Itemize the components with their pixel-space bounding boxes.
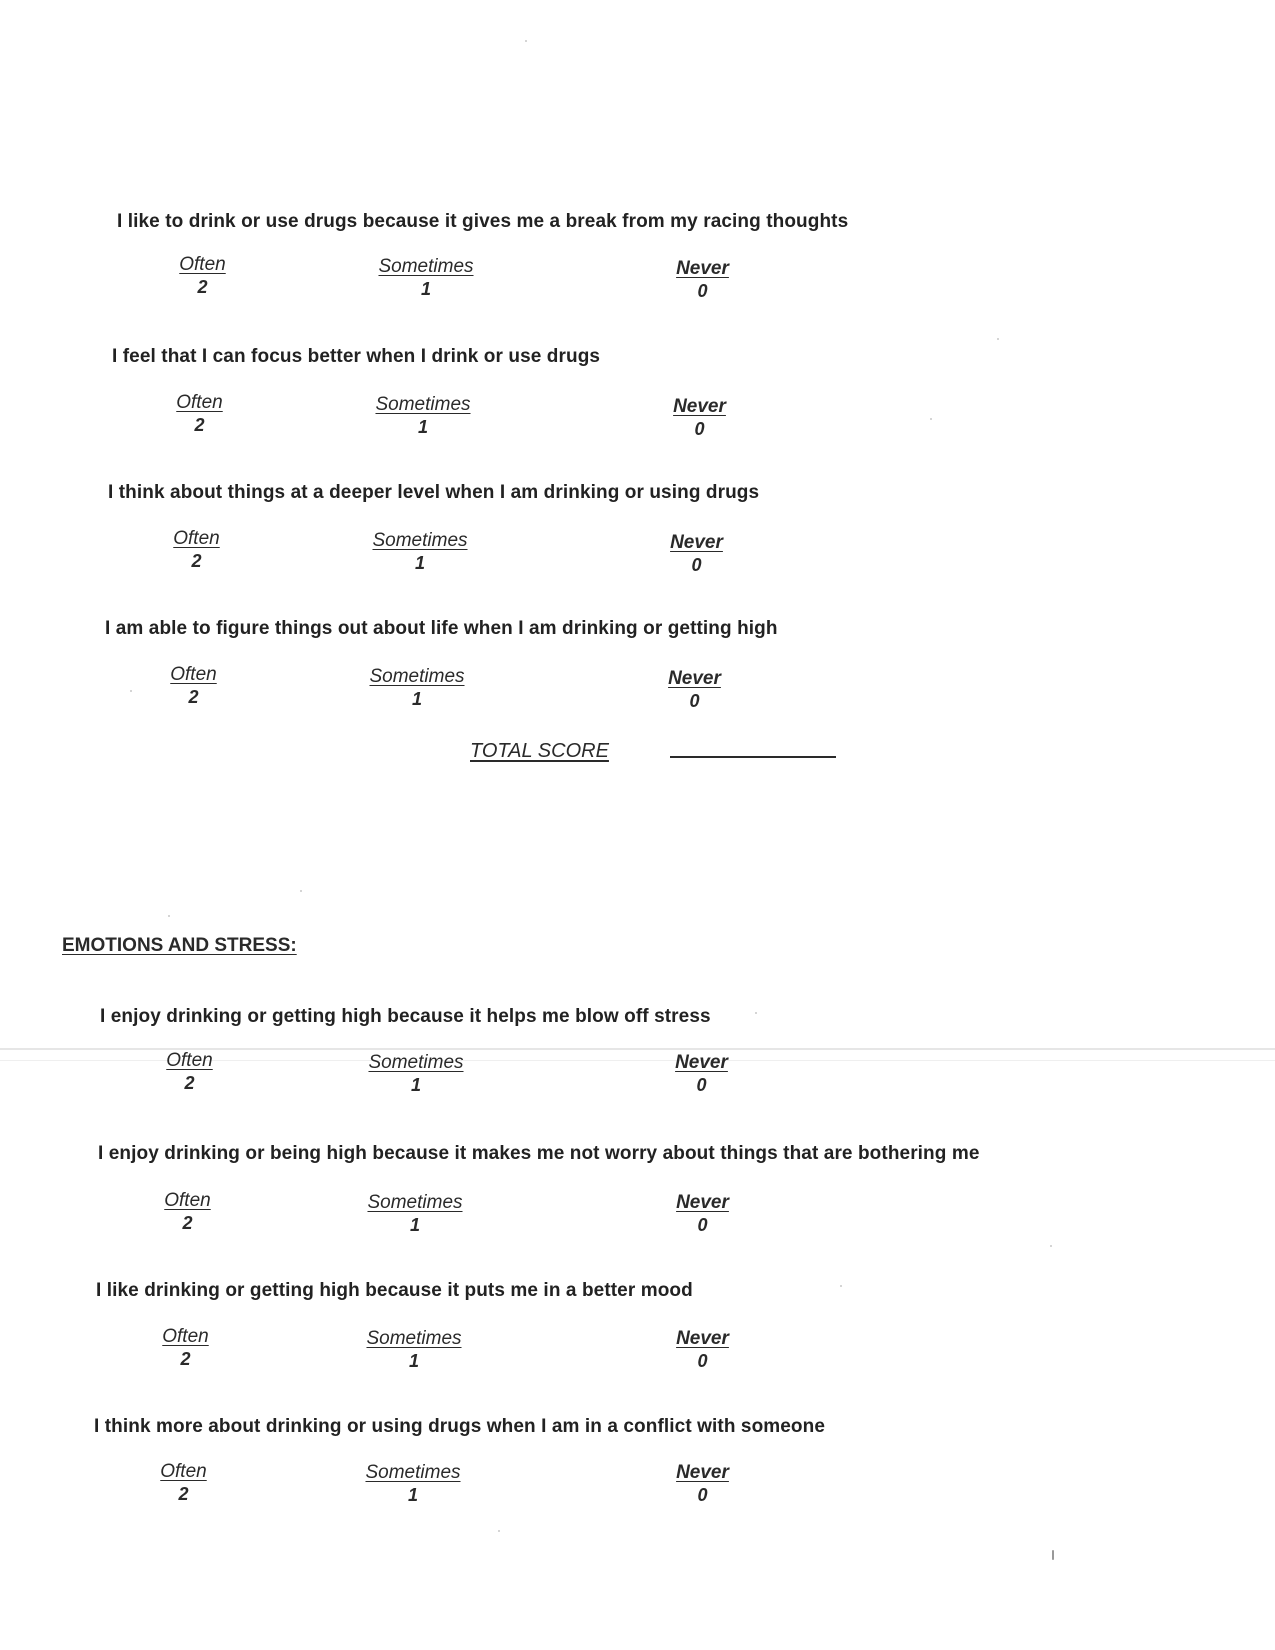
option-value: 0 xyxy=(697,1351,708,1371)
option-often[interactable] xyxy=(152,1050,227,1094)
option-label: Sometimes xyxy=(367,1192,463,1213)
question-text: I enjoy drinking or getting high because it helps me blow off stress xyxy=(100,1006,711,1027)
option-label: Sometimes xyxy=(375,394,471,415)
question-text: I think more about drinking or using drugs when I am in a conflict with someone xyxy=(94,1416,826,1437)
option-value: 2 xyxy=(180,1349,191,1369)
option-value: 2 xyxy=(197,277,208,297)
option-value: 0 xyxy=(694,419,705,439)
option-sometimes[interactable] xyxy=(354,1328,474,1372)
option-label: Sometimes xyxy=(378,256,474,277)
speck xyxy=(755,1012,757,1014)
option-label: Sometimes xyxy=(365,1462,461,1483)
option-label: Never xyxy=(676,258,729,279)
option-label: Never xyxy=(675,1052,728,1073)
option-label: Sometimes xyxy=(372,530,468,551)
speck xyxy=(997,338,999,340)
option-label: Often xyxy=(160,1461,207,1482)
option-never[interactable] xyxy=(665,258,740,302)
option-label: Often xyxy=(166,1050,213,1071)
option-value: 2 xyxy=(194,415,205,435)
option-label: Often xyxy=(162,1326,209,1347)
speck xyxy=(168,915,170,917)
speck xyxy=(1050,1245,1052,1247)
option-label: Often xyxy=(179,254,226,275)
option-often[interactable] xyxy=(150,1190,225,1234)
option-sometimes[interactable] xyxy=(355,1192,475,1236)
option-sometimes[interactable] xyxy=(366,256,486,300)
question-text: I am able to figure things out about life when I am drinking or getting high xyxy=(105,618,778,639)
option-value: 2 xyxy=(191,551,202,571)
option-label: Never xyxy=(668,668,721,689)
section-heading: EMOTIONS AND STRESS: xyxy=(62,935,297,956)
option-label: Sometimes xyxy=(368,1052,464,1073)
speck xyxy=(300,890,302,892)
option-sometimes[interactable] xyxy=(356,1052,476,1096)
option-value: 1 xyxy=(411,689,422,709)
option-value: 1 xyxy=(417,417,428,437)
option-never[interactable] xyxy=(665,1192,740,1236)
speck xyxy=(525,40,527,42)
question-text: I think about things at a deeper level when I am drinking or using drugs xyxy=(108,482,760,503)
option-sometimes[interactable] xyxy=(360,530,480,574)
option-sometimes[interactable] xyxy=(363,394,483,438)
total-score-label: TOTAL SCORE xyxy=(470,740,609,762)
option-label: Never xyxy=(676,1192,729,1213)
option-label: Never xyxy=(676,1462,729,1483)
total-score-blank[interactable] xyxy=(670,756,836,758)
option-value: 0 xyxy=(696,1075,707,1095)
option-sometimes[interactable] xyxy=(353,1462,473,1506)
option-often[interactable] xyxy=(156,664,231,708)
option-value: 1 xyxy=(414,553,425,573)
option-value: 0 xyxy=(697,1215,708,1235)
option-value: 0 xyxy=(697,281,708,301)
option-label: Sometimes xyxy=(366,1328,462,1349)
question-text: I like drinking or getting high because it puts me in a better mood xyxy=(96,1280,693,1301)
option-value: 2 xyxy=(178,1484,189,1504)
option-often[interactable] xyxy=(162,392,237,436)
option-value: 1 xyxy=(420,279,431,299)
speck xyxy=(130,690,132,692)
option-value: 1 xyxy=(409,1215,420,1235)
option-label: Never xyxy=(676,1328,729,1349)
option-never[interactable] xyxy=(664,1052,739,1096)
option-value: 2 xyxy=(182,1213,193,1233)
question-text: I enjoy drinking or being high because it makes me not worry about things that are bothering me xyxy=(98,1143,980,1164)
option-label: Often xyxy=(176,392,223,413)
option-never[interactable] xyxy=(659,532,734,576)
question-text: I like to drink or use drugs because it gives me a break from my racing thoughts xyxy=(117,211,849,232)
option-value: 1 xyxy=(410,1075,421,1095)
option-value: 0 xyxy=(691,555,702,575)
speck xyxy=(1052,1550,1054,1560)
option-label: Often xyxy=(170,664,217,685)
question-text: I feel that I can focus better when I drink or use drugs xyxy=(112,346,601,367)
option-label: Never xyxy=(673,396,726,417)
option-often[interactable] xyxy=(159,528,234,572)
option-often[interactable] xyxy=(165,254,240,298)
option-often[interactable] xyxy=(146,1461,221,1505)
option-sometimes[interactable] xyxy=(357,666,477,710)
speck xyxy=(840,1285,842,1287)
option-value: 1 xyxy=(408,1351,419,1371)
option-value: 0 xyxy=(689,691,700,711)
option-label: Never xyxy=(670,532,723,553)
option-value: 2 xyxy=(184,1073,195,1093)
option-label: Often xyxy=(164,1190,211,1211)
option-label: Often xyxy=(173,528,220,549)
option-never[interactable] xyxy=(665,1462,740,1506)
option-never[interactable] xyxy=(657,668,732,712)
option-value: 2 xyxy=(188,687,199,707)
option-often[interactable] xyxy=(148,1326,223,1370)
speck xyxy=(498,1530,500,1532)
option-label: Sometimes xyxy=(369,666,465,687)
option-never[interactable] xyxy=(665,1328,740,1372)
option-value: 1 xyxy=(407,1485,418,1505)
option-value: 0 xyxy=(697,1485,708,1505)
option-never[interactable] xyxy=(662,396,737,440)
speck xyxy=(930,418,932,420)
